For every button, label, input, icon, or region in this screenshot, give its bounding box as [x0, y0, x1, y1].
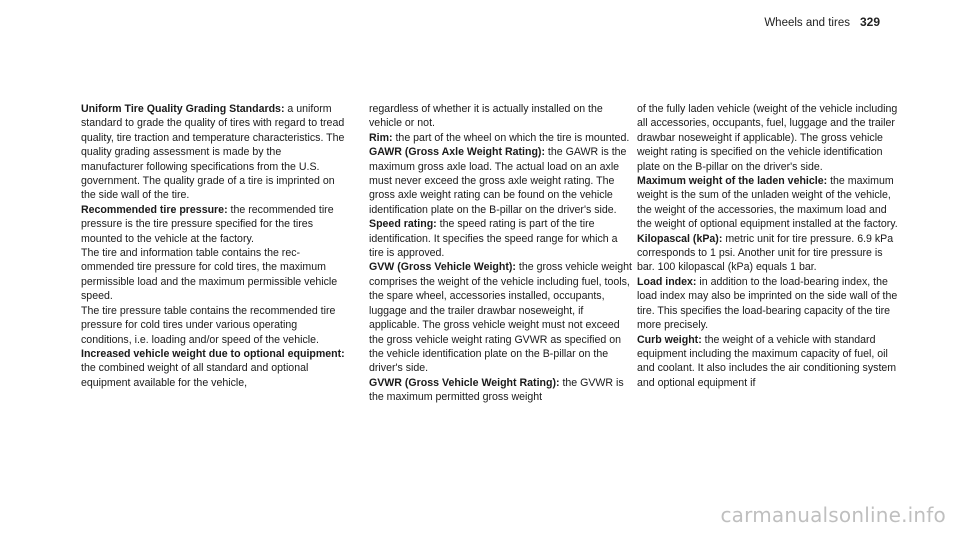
definition: metric unit for tire pressure. 6.9 kPa corresponds to 1 psi. Another unit for tire pressure is bar. 100 kilopascal (kPa) equals 1 bar. [637, 232, 894, 274]
term: Curb weight: [637, 333, 702, 346]
paragraph [81, 102, 346, 203]
term: Maximum weight of the laden vehicle: [637, 175, 828, 188]
paragraph [637, 174, 902, 232]
paragraph [369, 260, 634, 375]
watermark-text: carmanualsonline.info [720, 503, 946, 527]
term: Load index: [637, 275, 697, 288]
term: Rim: [369, 131, 393, 144]
definition: the maximum weight is the sum of the unladen weight of the vehicle, the weight of the accessories, the maximum load and the weight of optional equipment installed at the factory. [637, 175, 898, 231]
paragraph [369, 131, 634, 145]
paragraph [81, 203, 346, 246]
term: GVWR (Gross Vehicle Weight Rating): [369, 376, 560, 389]
term: GAWR (Gross Axle Weight Rating): [369, 146, 545, 159]
definition: the weight of a vehicle with standard equipment including the maximum capacity of fuel, oil and coolant. It also includes the air conditioning system and optional equipment if [637, 333, 897, 389]
paragraph [81, 246, 346, 304]
definition: of the fully laden vehicle (weight of the vehicle including all accessories, occupants, fuel, luggage and the trailer drawbar noseweight if applicable). The gross vehicle weight rating is specified on the vehicle identification plate on the B-pillar on the driver's side. [637, 103, 898, 173]
term: Increased vehicle weight due to optional equipment: [81, 347, 345, 360]
paragraph [369, 102, 634, 131]
paragraph [637, 102, 902, 174]
definition: in addition to the load-bearing index, the load index may also be imprinted on the side wall of the tire. This specifies the load-bearing capacity of the tire more precisely. [637, 275, 898, 332]
definition: the recommended tire pressure is the tire pressure specified for the tires mounted to the vehicle at the factory. [81, 203, 334, 245]
definition: the GAWR is the maximum gross axle load. The actual load on an axle must never exceed the gross axle weight rating. The gross axle weight rating can be found on the vehicle identification plate on the B-pillar on the driver's side. [369, 146, 627, 216]
definition: The tire pressure table contains the recommended tire pressure for cold tires under various operating conditions, i.e. loading and/or speed of the vehicle. [81, 304, 336, 346]
text-column-1 [81, 102, 346, 390]
paragraph [637, 333, 902, 391]
page-number: 329 [859, 15, 880, 29]
paragraph [81, 304, 346, 347]
definition: a uniform standard to grade the quality of tires with regard to tread quality, tire traction and temperature characteristics. The quality grading assessment is made by the manufacturer following specifications from the U.S. government. The quality grade of a tire is imprinted on the side wall of the tire. [81, 103, 345, 202]
paragraph [369, 376, 634, 405]
paragraph [637, 275, 902, 333]
definition: The tire and information table contains the recommended tire pressure for cold tires, the maximum permissible load and the maximum permissible vehicle speed. [81, 247, 338, 303]
definition: the GVWR is the maximum permitted gross weight [369, 376, 624, 404]
definition: regardless of whether it is actually installed on the vehicle or not. [369, 103, 603, 130]
paragraph [637, 232, 902, 275]
paragraph [369, 145, 634, 217]
term: Speed rating: [369, 218, 437, 231]
text-column-3 [637, 102, 902, 390]
term: GVW (Gross Vehicle Weight): [369, 261, 516, 274]
definition: the speed rating is part of the tire identification. It specifies the speed range for which a tire is approved. [369, 218, 618, 260]
running-header [764, 15, 880, 29]
term: Kilopascal (kPa): [637, 232, 723, 245]
paragraph [369, 217, 634, 260]
definition: the gross vehicle weight comprises the weight of the vehicle including fuel, tools, the spare wheel, accessories installed, occupants, luggage and the trailer drawbar noseweight, if applicable. The gross vehicle weight must not exceed the gross vehicle weight rating GVWR as specified on the vehicle identification plate on the B-pillar on the driver's side. [369, 261, 632, 375]
text-column-2 [369, 102, 634, 405]
definition: the combined weight of all standard and optional equipment available for the vehicle, [81, 362, 309, 389]
paragraph [81, 347, 346, 390]
term: Recommended tire pressure: [81, 203, 228, 216]
term: Uniform Tire Quality Grading Standards: [81, 103, 285, 115]
definition: the part of the wheel on which the tire is mounted. [392, 131, 630, 144]
section-title: Wheels and tires [764, 17, 850, 29]
